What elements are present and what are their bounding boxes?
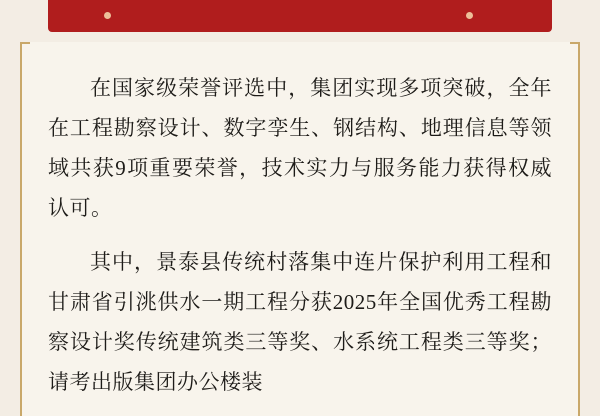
- article-body: [48, 68, 552, 402]
- article-card: [20, 42, 580, 416]
- right-gold-rule: [578, 42, 580, 416]
- banner-block: [48, 0, 552, 32]
- paragraph-1: 在国家级荣誉评选中，集团实现多项突破，全年在工程勘察设计、数字孪生、钢结构、地理信息等领域共获9项重要荣誉，技术实力与服务能力获得权威认可。: [48, 76, 552, 220]
- paragraph-2: 其中，景泰县传统村落集中连片保护利用工程和甘肃省引洮供水一期工程分获2025年全国优秀工程勘察设计奖传统建筑类三等奖、水系统工程类三等奖；请考出版集团办公楼装: [48, 250, 552, 394]
- right-rule-cap: [570, 42, 580, 44]
- banner-dot-left-icon: [104, 12, 111, 19]
- left-rule-cap: [20, 42, 30, 44]
- top-red-banner: [0, 0, 600, 34]
- banner-dot-right-icon: [466, 12, 473, 19]
- left-gold-rule: [20, 42, 22, 416]
